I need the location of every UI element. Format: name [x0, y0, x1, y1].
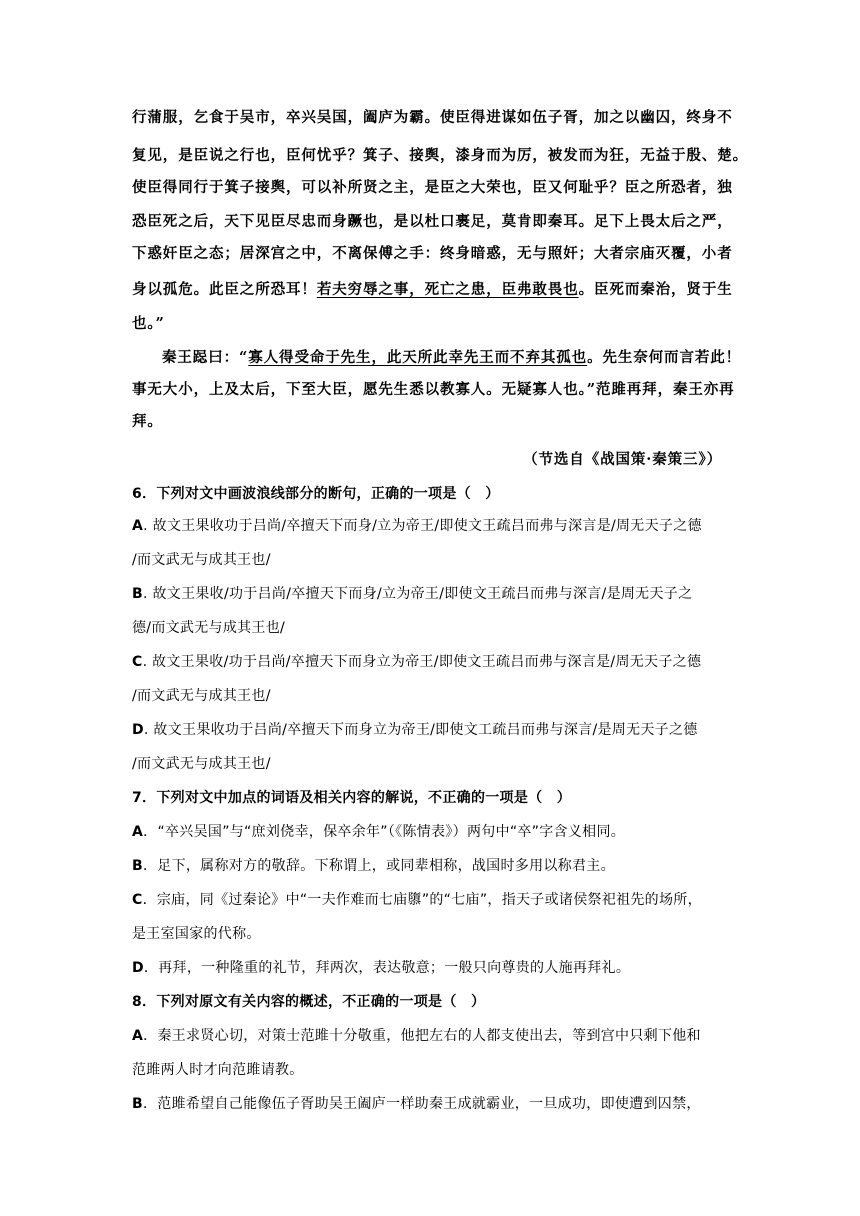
question-6-option-c: C. 故文王果收/功于吕尚/卒擅天下而身立为帝王/即使文王疏吕而弗与深言是/周无天子之德: [132, 654, 702, 670]
underlined-sentence-1: 若夫穷辱之事，死亡之患，臣弗敢畏也: [316, 281, 579, 298]
question-8-option-b: B．范雎希望自己能像伍子胥助吴王阖庐一样助秦王成就霸业，一旦成功，即使遭到囚禁，: [132, 1096, 701, 1112]
dotted-word-zuxia: 足下: [594, 213, 625, 230]
question-7-option-a: A．“卒兴吴国”与“庶刘侥幸，保卒余年”（《陈情表》）两句中“卒”字含义相同。: [132, 824, 626, 840]
passage-line-7: 也。”: [132, 315, 165, 332]
question-6-stem: 6．下列对文中画波浪线部分的断句，正确的一项是（ ）: [132, 486, 500, 502]
passage-line-5: 下惑奸臣之态；居深宫之中，不离保傅之手：终身暗惑，无与照奸；大者宗庙灭覆，小者: [132, 245, 733, 262]
question-6-option-b: B. 故文王果收/功于吕尚/卒擅天下而身/立为帝王/即使文王疏吕而弗与深言/是周无天子之: [132, 586, 693, 602]
passage-line-8: 秦王跽曰：“寡人得受命于先生，此天所此幸先王而不弃其孤也。先生奈何而言若此！: [162, 349, 742, 366]
question-7-option-b: B．足下，属称对方的敬辞。下称谓上，或同辈相称，战国时多用以称君主。: [132, 858, 615, 874]
question-6-option-c-cont: /而文武无与成其王也/: [132, 688, 271, 704]
underlined-sentence-2: 寡人得受命于先生，此天所此幸先王而不弃其孤也: [248, 349, 588, 366]
question-6-option-d-cont: /而文武无与成其王也/: [132, 756, 271, 772]
question-6-option-b-cont: 德/而文武无与成其王也/: [132, 620, 286, 636]
question-7-option-c: C．宗庙，同《过秦论》中“一夫作难而七庙隳”的“七庙”，指天子或诸侯祭祀祖先的场所，: [132, 892, 702, 908]
passage-line-2: 复见，是臣说之行也，臣何忧乎？箕子、接舆，漆身而为厉，被发而为狂，无益于殷、楚。: [132, 147, 748, 164]
passage-line-9: 事无大小，上及太后，下至大臣，愿先生悉以教寡人。无疑寡人也。”范雎再拜，秦王亦再: [132, 381, 735, 398]
question-7-option-d: D．再拜，一种隆重的礼节，拜两次，表达敬意；一般只向尊贵的人施再拜礼。: [132, 960, 631, 976]
question-6-option-d: D. 故文王果收功于吕尚/卒擅天下而身立为帝王/即使文工疏吕而弗与深言/是周无天子之德: [132, 722, 698, 738]
dotted-word-zongmiao: 宗庙: [624, 245, 656, 262]
passage-line-10: 拜。: [132, 413, 163, 430]
passage-source: （节选自《战国策·秦策三》）: [523, 451, 722, 468]
question-8-option-a: A．秦王求贤心切，对策士范雎十分敬重，他把左右的人都支使出去，等到宫中只剩下他和: [132, 1028, 701, 1044]
question-6-option-a: A. 故文王果收功于吕尚/卒擅天下而身/立为帝王/即使文王疏吕而弗与深言是/周无天子之德: [132, 518, 702, 534]
passage-line-6: 身以孤危。此臣之所恐耳！若夫穷辱之事，死亡之患，臣弗敢畏也。臣死而秦治，贤于生: [132, 281, 733, 298]
passage-line-1: 行蒲服，乞食于吴市，卒兴吴国，阖庐为霸。使臣得进谋如伍子胥，加之以幽囚，终身不: [132, 109, 733, 126]
question-7-option-c-cont: 是王室国家的代称。: [132, 926, 261, 942]
passage-line-3: 使臣得同行于箕子接舆，可以补所贤之主，是臣之大荣也，臣又何耻乎？臣之所恐者，独: [132, 179, 733, 196]
passage-line-4: 恐臣死之后，天下见臣尽忠而身蹶也，是以杜口裹足，莫肯即秦耳。足下上畏太后之严，: [132, 213, 733, 230]
question-8-option-a-cont: 范雎两人时才向范雎请教。: [132, 1062, 304, 1078]
question-8-stem: 8．下列对原文有关内容的概述，不正确的一项是（ ）: [132, 994, 486, 1010]
question-6-option-a-cont: /而文武无与成其王也/: [132, 552, 271, 568]
question-7-stem: 7．下列对文中加点的词语及相关内容的解说，不正确的一项是（ ）: [132, 790, 572, 806]
